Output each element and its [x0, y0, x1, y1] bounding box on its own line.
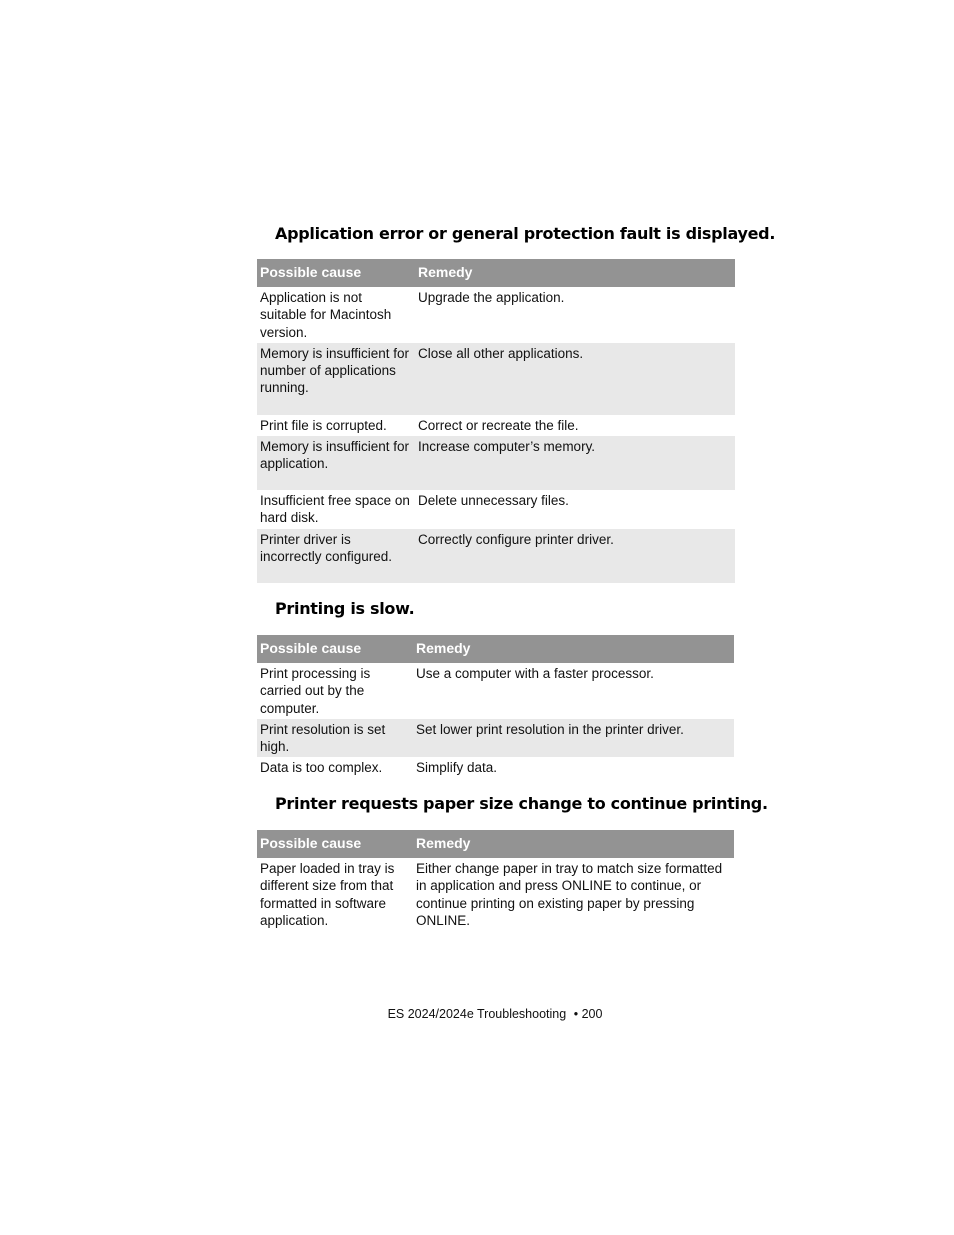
troubleshooting-table-application-error — [257, 259, 735, 583]
column-header-cause: Possible cause — [257, 259, 415, 287]
table-header-row — [257, 635, 734, 663]
remedy-cell: Either change paper in tray to match size formatted in application and press ONLINE to continue, or continue printing on existing paper by pressing ONLINE. — [416, 861, 723, 928]
page-footer — [0, 1007, 954, 1021]
page-number: 200 — [581, 1007, 603, 1021]
cause-cell: Application is not suitable for Macintosh version. — [260, 290, 392, 340]
remedy-cell: Use a computer with a faster processor. — [416, 666, 654, 681]
remedy-cell: Delete unnecessary files. — [418, 493, 569, 509]
column-header-remedy: Remedy — [413, 635, 734, 663]
cause-cell: Printer driver is incorrectly configured. — [257, 529, 415, 583]
footer-bullet: • — [573, 1007, 579, 1021]
column-header-cause: Possible cause — [257, 830, 413, 858]
cause-cell: Data is too complex. — [260, 760, 383, 776]
cause-cell: Print file is corrupted. — [260, 417, 387, 433]
remedy-cell: Simplify data. — [416, 760, 498, 776]
cause-cell: Print processing is carried out by the computer. — [260, 666, 371, 716]
remedy-cell: Correct or recreate the file. — [418, 417, 579, 433]
remedy-cell: Upgrade the application. — [418, 290, 565, 305]
remedy-cell: Close all other applications. — [415, 343, 735, 415]
section-title-paper-size-change: Printer requests paper size change to continue printing. — [275, 794, 768, 813]
table-row — [257, 719, 734, 758]
cause-cell: Insufficient free space on hard disk. — [260, 493, 410, 526]
table-row — [257, 529, 735, 583]
table-header-row — [257, 830, 734, 858]
table-row — [257, 415, 735, 436]
table-row — [257, 858, 734, 931]
cause-cell: Memory is insufficient for number of applications running. — [257, 343, 415, 415]
table-header-row — [257, 259, 735, 287]
table-row — [257, 490, 735, 529]
section-title-application-error: Application error or general protection fault is displayed. — [275, 224, 776, 243]
column-header-remedy: Remedy — [415, 259, 735, 287]
column-header-cause: Possible cause — [257, 635, 413, 663]
cause-cell: Paper loaded in tray is different size from that formatted in software application. — [260, 861, 395, 928]
table-row — [257, 663, 734, 719]
troubleshooting-table-printing-slow — [257, 635, 734, 779]
table-row — [257, 757, 734, 778]
column-header-remedy: Remedy — [413, 830, 734, 858]
section-title-printing-slow: Printing is slow. — [275, 599, 415, 618]
cause-cell: Print resolution is set high. — [257, 719, 413, 758]
cause-cell: Memory is insufficient for application. — [257, 436, 415, 490]
table-row — [257, 287, 735, 343]
table-row — [257, 436, 735, 490]
remedy-cell: Set lower print resolution in the printer driver. — [413, 719, 734, 758]
table-row — [257, 343, 735, 415]
remedy-cell: Correctly configure printer driver. — [415, 529, 735, 583]
footer-text: ES 2024/2024e Troubleshooting — [387, 1007, 567, 1021]
remedy-cell: Increase computer’s memory. — [415, 436, 735, 490]
troubleshooting-table-paper-size — [257, 830, 734, 931]
